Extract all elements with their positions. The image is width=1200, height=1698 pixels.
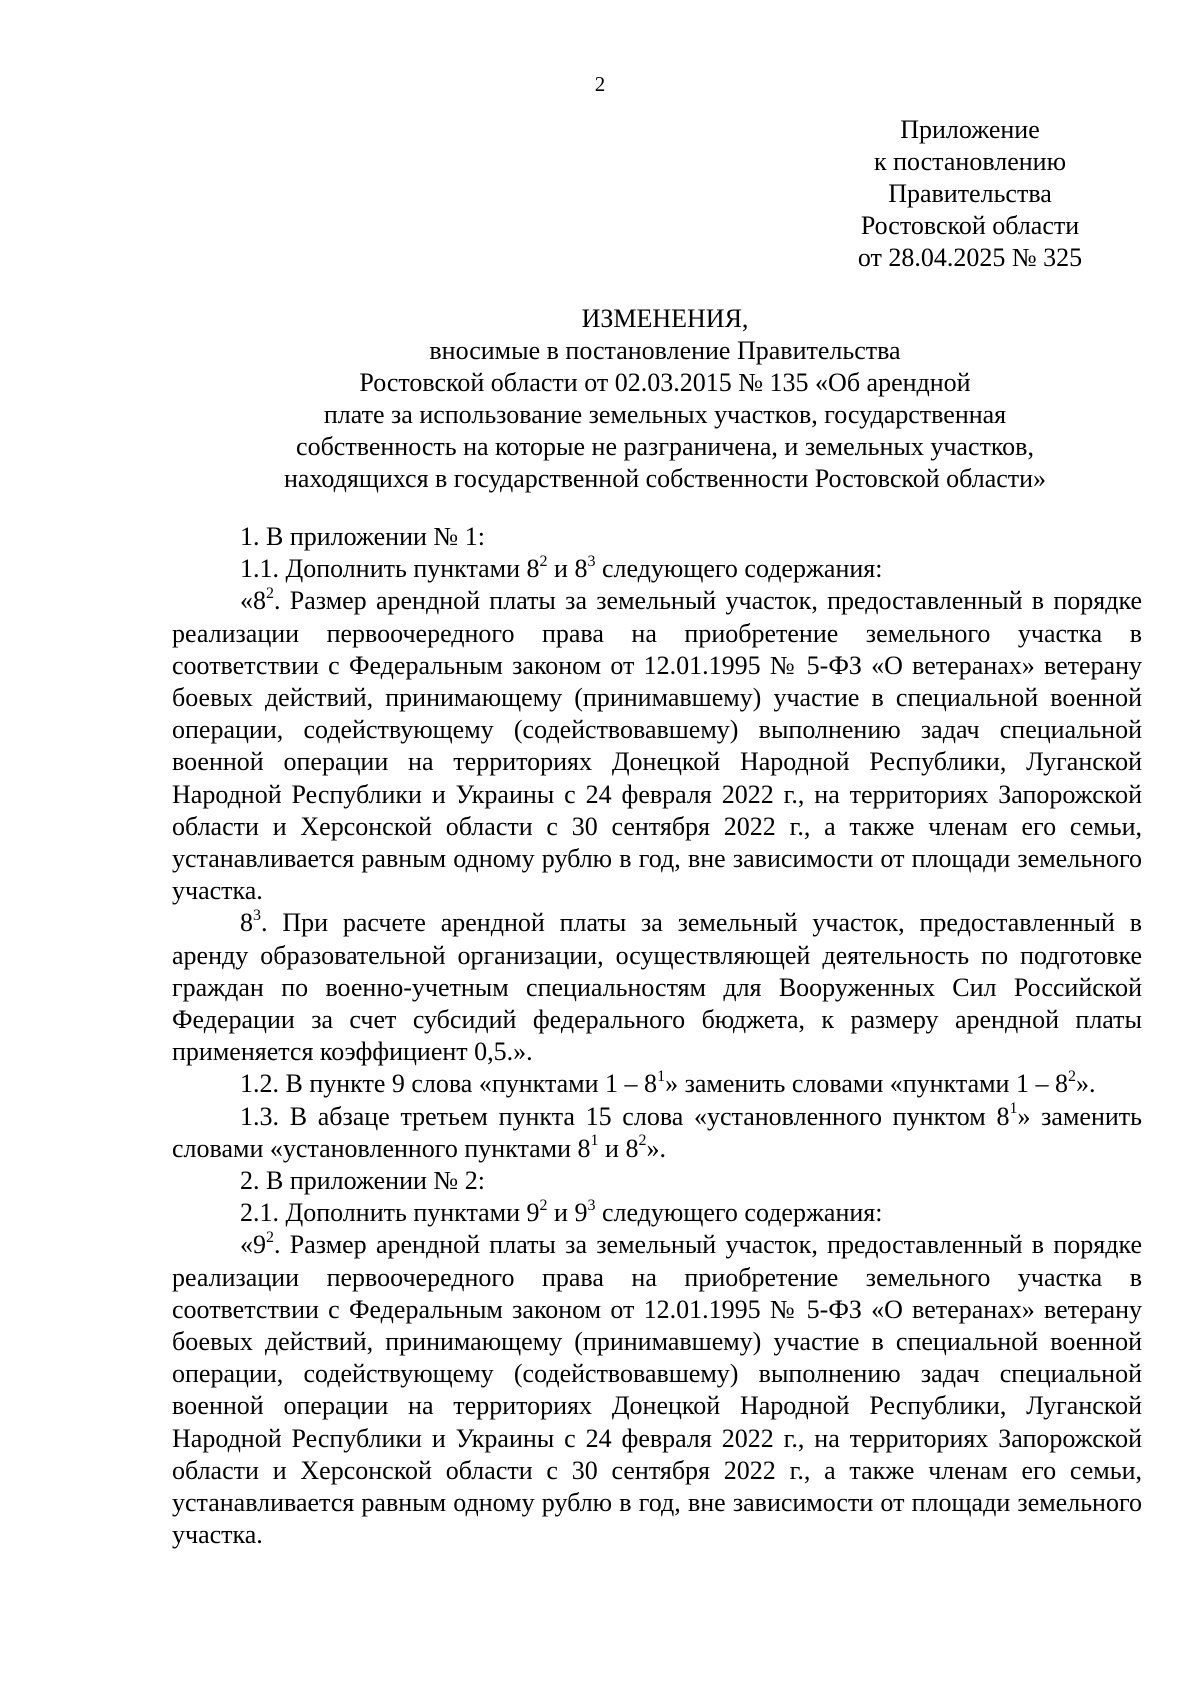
superscript: 2 [539,552,548,570]
title-line: Ростовской области от 02.03.2015 № 135 «Об арендной [359,368,971,397]
text-run: следующего содержания: [595,1198,883,1228]
paragraph-1-2 [172,1068,1142,1100]
text-run: и 9 [547,1198,588,1228]
document-body [172,521,1142,1552]
superscript: 2 [266,1228,274,1246]
superscript: 1 [1009,1100,1018,1117]
superscript: 3 [253,906,261,924]
paragraph-2-1 [172,1197,1142,1229]
paragraph-2: 2. В приложении № 2: [240,1166,485,1196]
text-run: и 8 [598,1133,639,1163]
text-run: ». [646,1133,666,1163]
text-run: 2.1. Дополнить пунктами 9 [240,1198,540,1228]
superscript: 3 [587,1196,596,1214]
text-run: 1.3. В абзаце третьем пункта 15 слова «установленного пунктом 8 [240,1101,1010,1131]
text-run: следующего содержания: [595,554,883,584]
appendix-block [820,114,1120,274]
text-run: и 8 [547,554,588,584]
text-run: . При расчете арендной платы за земельный участок, предоставленный в аренду образовательной организации, осуществляющей деятельность по подготовке граждан по военно-учетным специальностям для Вооруженных Сил Российской Федерации за счет субсидий федерального бюджета, к размеру арендной платы применяется коэффициент 0,5.». [172,908,1142,1067]
superscript: 2 [539,1196,548,1214]
superscript: 1 [657,1067,666,1085]
paragraph-9-2 [172,1229,1142,1551]
page-number: 2 [594,72,606,96]
paragraph-8-2 [172,585,1142,907]
title-heading: ИЗМЕНЕНИЯ, [581,304,749,333]
appendix-line: Приложение [900,115,1040,144]
paragraph-1: 1. В приложении № 1: [240,522,485,551]
appendix-line: Ростовской области [860,211,1080,240]
title-line: находящихся в государственной собственности Ростовской области» [283,464,1047,493]
text-run: ». [1075,1069,1096,1099]
title-line: собственность на которые не разграничена, и земельных участков, [296,432,1034,461]
appendix-line: к постановлению [873,147,1067,176]
superscript: 2 [266,584,274,602]
document-title [160,303,1170,495]
text-run: «8 [240,586,266,616]
text-run: 8 [240,908,253,938]
text-run: 1.1. Дополнить пунктами 8 [240,554,540,584]
text-run: . Размер арендной платы за земельный участок, предоставленный в порядке реализации первоочередного права на приобретение земельного участка в соответствии с Федеральным законом от 12.01.1995 № 5-ФЗ «О ветеранах» ветерану боевых действий, принимающему (принимавшему) участие в специальной военной операции, содействующему (содействовавшему) выполнению задач специальной военной операции на территориях Донецкой Народной Республики, Луганской Народной Республики и Украины с 24 февраля 2022 г., на территориях Запорожской области и Херсонской области с 30 сентября 2022 г., а также членам его семьи, устанавливается равным одному рублю в год, вне зависимости от площади земельного участка. [172,1230,1142,1550]
superscript: 2 [1067,1067,1076,1085]
appendix-line: Правительства [888,179,1052,208]
paragraph-1-1 [172,553,1142,585]
appendix-line: от 28.04.2025 № 325 [857,243,1083,272]
text-run: . Размер арендной платы за земельный участок, предоставленный в порядке реализации первоочередного права на приобретение земельного участка в соответствии с Федеральным законом от 12.01.1995 № 5-ФЗ «О ветеранах» ветерану боевых действий, принимающему (принимавшему) участие в специальной военной операции, содействующему (содействовавшему) выполнению задач специальной военной операции на территориях Донецкой Народной Республики, Луганской Народной Республики и Украины с 24 февраля 2022 г., на территориях Запорожской области и Херсонской области с 30 сентября 2022 г., а также членам его семьи, устанавливается равным одному рублю в год, вне зависимости от площади земельного участка. [172,586,1142,906]
text-run: » заменить словами «пунктами 1 – 8 [665,1069,1068,1099]
superscript: 1 [590,1132,599,1150]
title-line: вносимые в постановление Правительства [429,336,901,365]
superscript: 2 [638,1132,647,1150]
paragraph-1-3 [172,1101,1142,1165]
paragraph-8-3 [172,907,1142,1068]
text-run: 1.2. В пункте 9 слова «пунктами 1 – 8 [240,1069,658,1099]
text-run: » заменить словами «установленного пунктами 8 [172,1101,1142,1163]
superscript: 3 [587,552,596,570]
text-run: «9 [240,1230,266,1260]
title-line: плате за использование земельных участков, государственная [323,400,1007,429]
